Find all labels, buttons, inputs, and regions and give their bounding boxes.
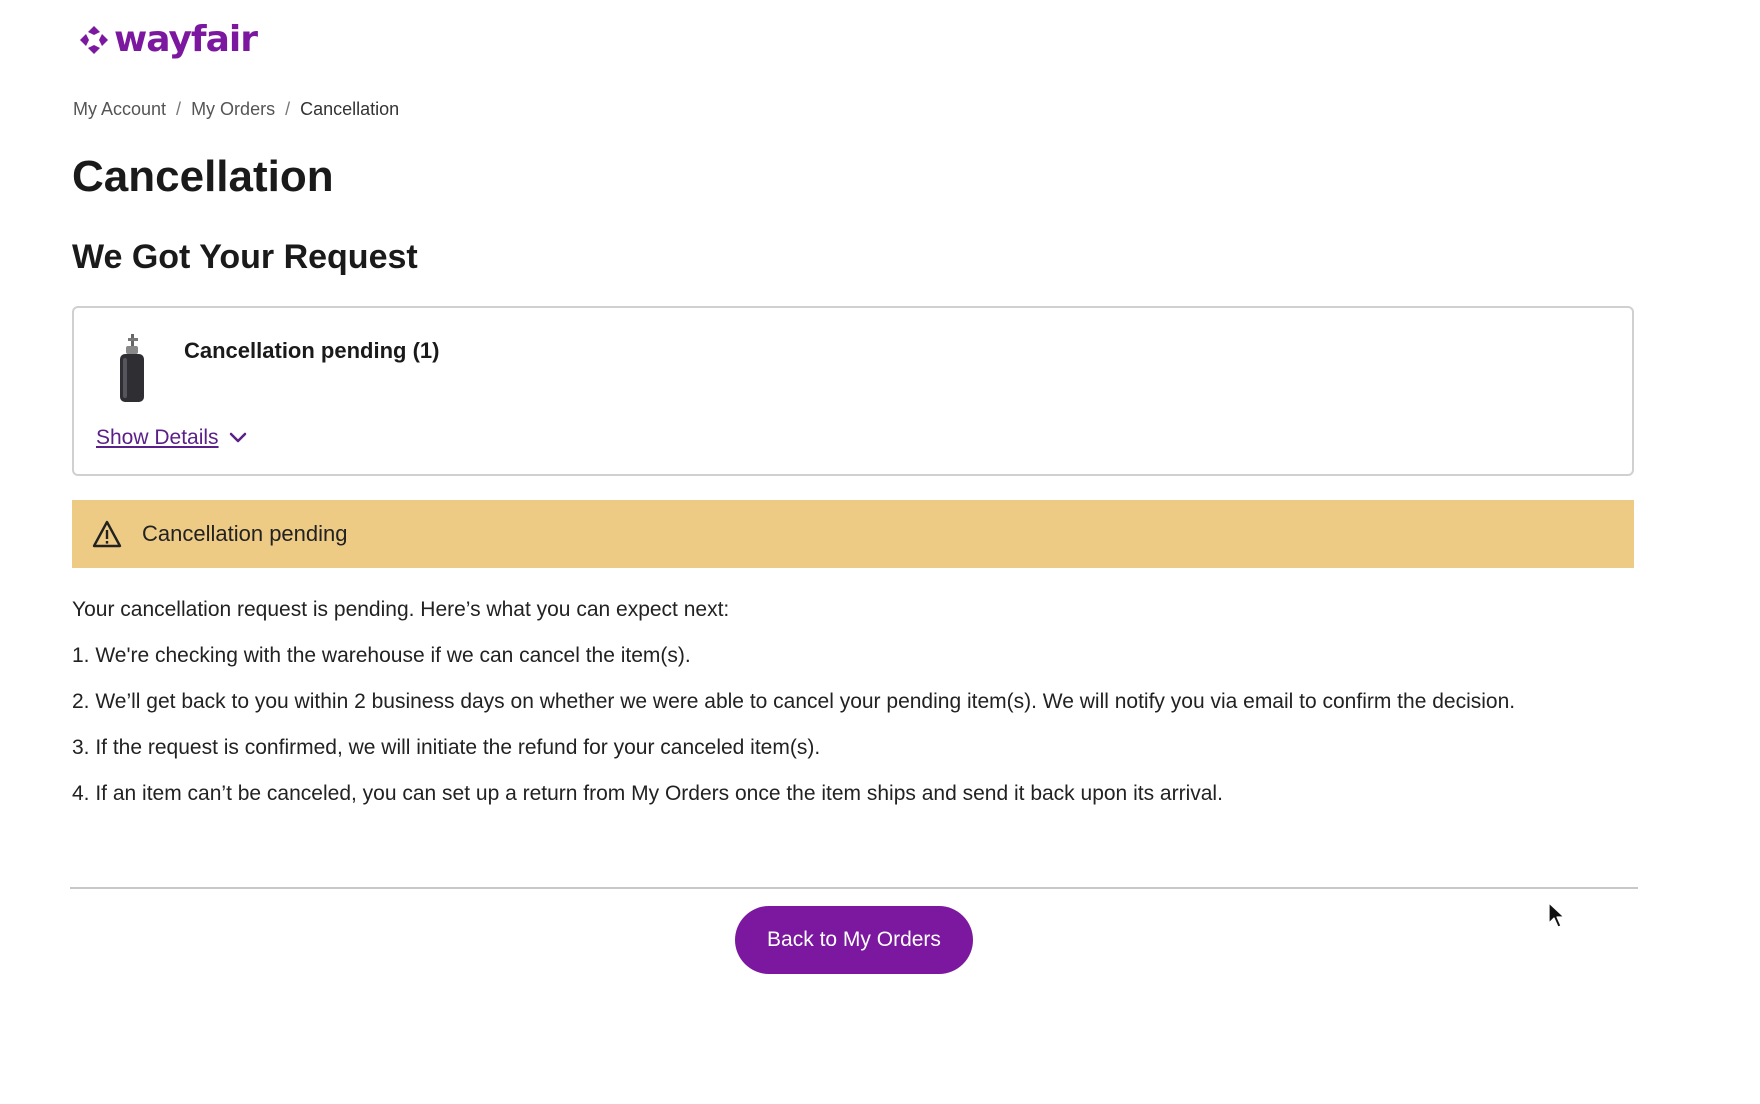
info-step: 3. If the request is confirmed, we will initiate the refund for your canceled item(s).	[72, 736, 821, 759]
wayfair-logo-mark-icon	[78, 24, 110, 56]
breadcrumb-separator: /	[285, 99, 291, 119]
breadcrumb-my-account[interactable]: My Account	[73, 99, 167, 119]
cancellation-pending-alert	[72, 500, 1634, 568]
info-step: 4. If an item can’t be canceled, you can set up a return from My Orders once the item ships and send it back upon its arrival.	[72, 782, 1223, 805]
show-details-link[interactable]: Show Details	[96, 426, 219, 449]
mouse-cursor-icon	[1548, 902, 1566, 928]
alert-text: Cancellation pending	[142, 521, 348, 546]
back-to-my-orders-button[interactable]: Back to My Orders	[735, 906, 973, 974]
warning-triangle-icon	[92, 520, 122, 548]
soap-dispenser-icon	[114, 332, 150, 404]
info-step: 2. We’ll get back to you within 2 business days on whether we were able to cancel your pending item(s). We will notify you via email to confirm the decision.	[72, 690, 1516, 713]
breadcrumb-separator: /	[176, 99, 182, 119]
breadcrumb	[73, 99, 399, 120]
divider	[70, 887, 1638, 889]
section-title: We Got Your Request	[72, 238, 418, 276]
cancellation-item-card	[72, 306, 1634, 476]
item-status-label: Cancellation pending (1)	[184, 338, 440, 363]
cancellation-info	[72, 593, 1612, 823]
info-step: 1. We're checking with the warehouse if we can cancel the item(s).	[72, 644, 691, 667]
chevron-down-icon[interactable]	[229, 431, 247, 445]
logo-text: wayfair	[114, 19, 257, 60]
wayfair-logo[interactable]	[78, 19, 257, 60]
breadcrumb-current: Cancellation	[300, 99, 400, 119]
info-intro: Your cancellation request is pending. Here’s what you can expect next:	[72, 598, 730, 621]
breadcrumb-my-orders[interactable]: My Orders	[191, 99, 276, 119]
show-details-toggle[interactable]	[96, 426, 247, 450]
page-title: Cancellation	[72, 152, 334, 201]
